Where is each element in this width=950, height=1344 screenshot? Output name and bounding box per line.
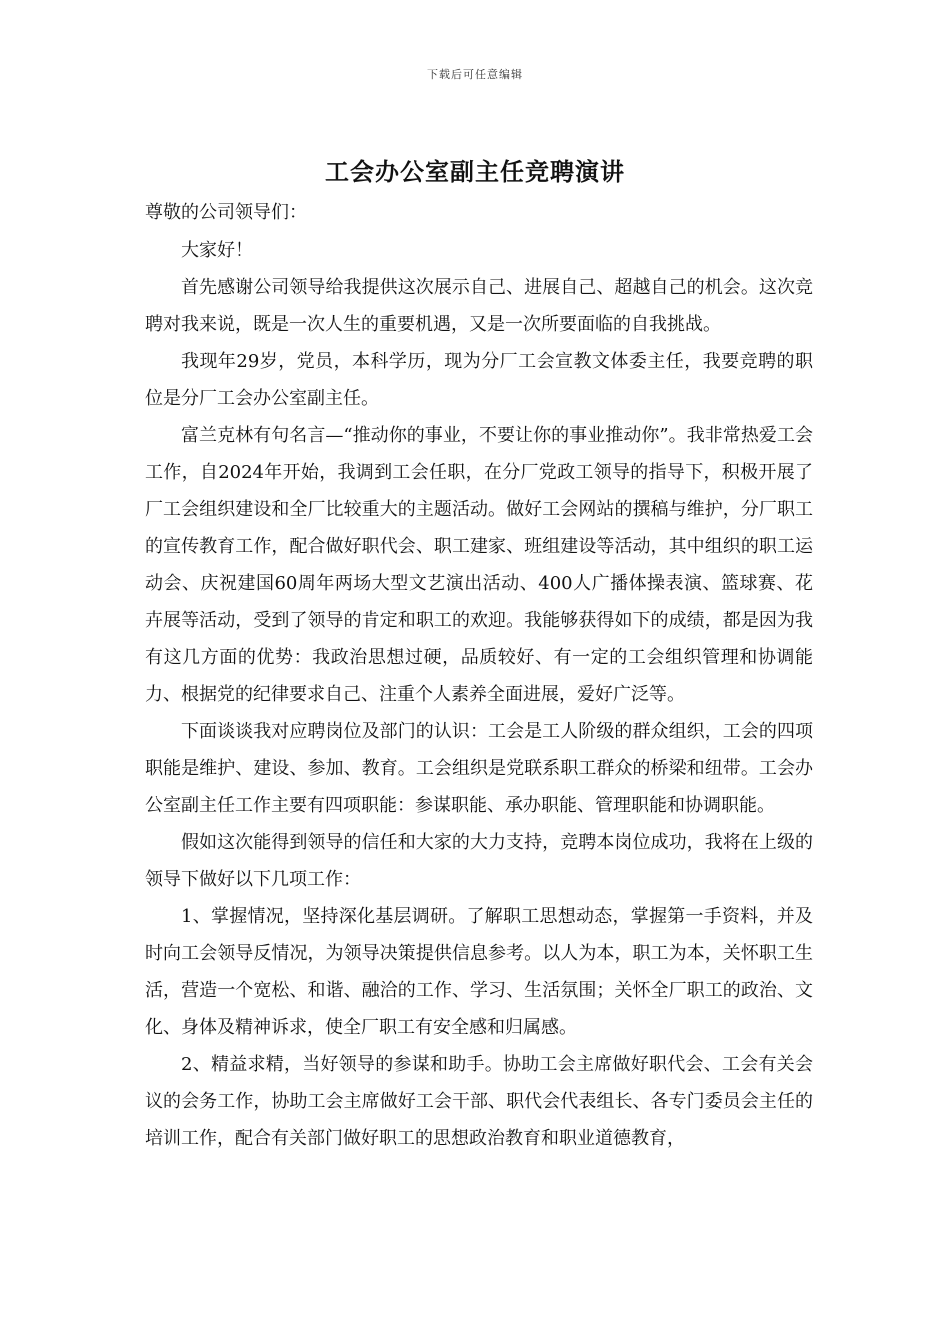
paragraph-plan-intro: 假如这次能得到领导的信任和大家的大力支持，竞聘本岗位成功，我将在上级的领导下做好以下几项工作：	[145, 832, 813, 890]
paragraph-plan-item-2: 2、精益求精，当好领导的参谋和助手。协助工会主席做好职代会、工会有关会议的会务工作，协助工会主席做好工会干部、职代会代表组长、各专门委员会主任的培训工作，配合有关部门做好职工的思想政治教育和职业道德教育，	[145, 1054, 813, 1149]
paragraph-understanding: 下面谈谈我对应聘岗位及部门的认识：工会是工人阶级的群众组织，工会的四项职能是维护、建设、参加、教育。工会组织是党联系职工群众的桥梁和纽带。工会办公室副主任工作主要有四项职能：参谋职能、承办职能、管理职能和协调职能。	[145, 721, 813, 816]
page-title: 工会办公室副主任竞聘演讲	[325, 157, 625, 186]
paragraph-self-intro: 我现年29岁，党员，本科学历，现为分厂工会宣教文体委主任，我要竞聘的职位是分厂工会办公室副主任。	[145, 351, 813, 409]
header-note: 下载后可任意编辑	[427, 68, 523, 81]
paragraph-thanks: 首先感谢公司领导给我提供这次展示自己、进展自己、超越自己的机会。这次竞聘对我来说，既是一次人生的重要机遇，又是一次所要面临的自我挑战。	[145, 277, 813, 335]
salutation: 尊敬的公司领导们：	[145, 202, 307, 223]
paragraph-experience: 富兰克林有句名言—“推动你的事业，不要让你的事业推动你”。我非常热爱工会工作，自2024年开始，我调到工会任职，在分厂党政工领导的指导下，积极开展了厂工会组织建设和全厂比较重大的主题活动。做好工会网站的撰稿与维护，分厂职工的宣传教育工作，配合做好职代会、职工建家、班组建设等活动，其中组织的职工运动会、庆祝建国60周年两场大型文艺演出活动、400人广播体操表演、篮球赛、花卉展等活动，受到了领导的肯定和职工的欢迎。我能够获得如下的成绩，都是因为我有这几方面的优势：我政治思想过硬，品质较好、有一定的工会组织管理和协调能力、根据党的纪律要求自己、注重个人素养全面进展，爱好广泛等。	[145, 425, 813, 705]
paragraph-plan-item-1: 1、掌握情况，坚持深化基层调研。了解职工思想动态，掌握第一手资料，并及时向工会领导反情况，为领导决策提供信息参考。以人为本，职工为本，关怀职工生活，营造一个宽松、和谐、融洽的工作、学习、生活氛围；关怀全厂职工的政治、文化、身体及精神诉求，使全厂职工有安全感和归属感。	[145, 906, 813, 1038]
paragraph-greeting: 大家好！	[181, 240, 253, 261]
document-body	[145, 194, 813, 1157]
